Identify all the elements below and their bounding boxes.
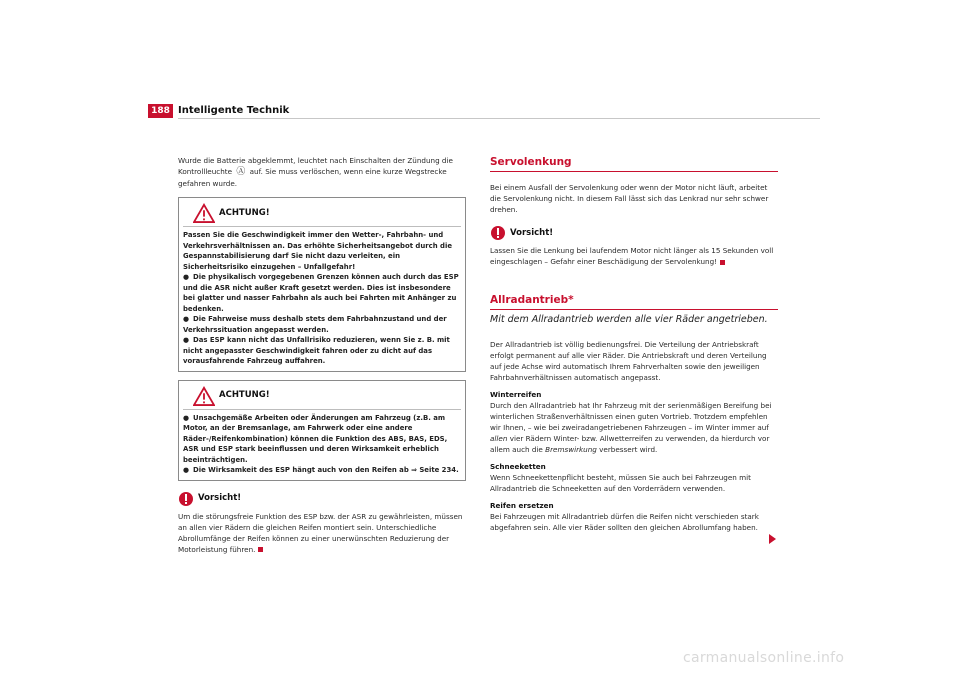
warning-item-text: Die Fahrweise muss deshalb stets dem Fahrbahnzustand und der Verkehrssituation angepasst werden. (183, 315, 447, 334)
warning-title-2: ACHTUNG! (219, 390, 270, 400)
warning-lead-1: Passen Sie die Geschwindigkeit immer den Wetter-, Fahrbahn- und Verkehrsverhältnissen an. Das erhöhte Sicherheitsangebot durch die Gespannstabilisierung darf Sie nicht dazu verleiten, ein Sicherheitsrisiko einzugehen – Unfallgefahr! (183, 231, 452, 271)
chain-text: Wenn Schneekettenpflicht besteht, müssen Sie auch bei Fahrzeugen mit Allradantrieb die Schneeketten auf den Vorderrädern verwenden. (490, 473, 751, 493)
right-column (490, 155, 778, 533)
section-rule (490, 171, 778, 172)
intro-line-2a: Kontrollleuchte (178, 167, 233, 176)
warning-box-1 (178, 197, 466, 372)
warning-rule-2 (183, 409, 461, 410)
note-header (490, 221, 778, 245)
warning-item (183, 335, 461, 367)
section-subtitle: Mit dem Allradantrieb werden alle vier Räder angetrieben. (490, 314, 768, 325)
warning-item-text: Unsachgemäße Arbeiten oder Änderungen am Fahrzeug (z.B. am Motor, an der Bremsanlage, am Fahrwerk oder eine andere Räder-/Reifenkombination) können die Funktion des ABS, BAS, EDS, ASR und ESP stark beeinflussen und deren Wirksamkeit erheblich beeinträchtigen. (183, 413, 448, 464)
warning-item (183, 413, 461, 466)
replace-text: Bei Fahrzeugen mit Allradantrieb dürfen die Reifen nicht verschieden stark abgefahren sein. Alle vier Räder sollten den gleichen Abrollumfang haben. (490, 512, 759, 532)
note-header (178, 487, 466, 511)
winter-text-c: verbessert wird. (599, 445, 658, 454)
warning-rule-1 (183, 226, 461, 227)
watermark: carmanualsonline.info (683, 650, 845, 666)
sub-heading-winterreifen: Winterreifen (490, 390, 542, 399)
winter-text-a: Durch den Allradantrieb hat Ihr Fahrzeug mit der serienmäßigen Bereifung bei winterlichen Straßenverhältnissen einen guten Vortrieb. Trotzdem empfehlen wir Ihnen, – wie bei zweiradangetriebenen Fahrzeugen – im Winter immer auf (490, 401, 772, 432)
warning-lamp-icon: Ⓐ (236, 167, 246, 177)
winter-text-b: vier Rädern Winter- bzw. Allwetterreifen zu verwenden, da hierdurch vor allem auch die (490, 434, 770, 454)
intro-paragraph (178, 155, 466, 189)
intro-line-1: Wurde die Batterie abgeklemmt, leuchtet nach Einschalten der Zündung die (178, 156, 453, 165)
warning-item (183, 465, 461, 476)
note-title: Vorsicht! (510, 227, 554, 238)
note-body: Um die störungsfreie Funktion des ESP bzw. der ASR zu gewährleisten, müssen an allen vier Rädern die gleichen Reifen montiert sein. Unterschiedliche Abrollumfänge der Reifen können zu einer unerwünschten Reduzierung der Motorleistung führen. (178, 511, 463, 554)
servolenkung-text: Bei einem Ausfall der Servolenkung oder wenn der Motor nicht läuft, arbeitet die Servolenkung nicht. In diesem Fall lässt sich das Lenkrad nur sehr schwer drehen. (490, 183, 769, 214)
note-text (178, 511, 466, 555)
bullet-icon: ● (183, 315, 190, 323)
intro-line-3: gefahren wurde. (178, 179, 238, 188)
warning-title-1: ACHTUNG! (219, 207, 270, 218)
section-end-icon (258, 547, 263, 552)
bullet-icon: ● (183, 466, 190, 474)
note-title: Vorsicht! (198, 493, 242, 503)
warning-triangle-icon (193, 203, 215, 223)
running-head: Intelligente Technik (178, 105, 290, 116)
page-number: 188 (148, 104, 173, 118)
winter-emphasis-1: allen (490, 434, 508, 443)
winter-emphasis-2: Bremswirkung (545, 445, 597, 454)
caution-icon (178, 491, 194, 507)
bullet-icon: ● (183, 336, 190, 344)
header-rule (178, 118, 820, 119)
intro-line-2b: auf. Sie muss verlöschen, wenn eine kurze Wegstrecke (249, 167, 447, 176)
next-page-arrow-icon (769, 534, 776, 544)
servolenkung-note-body: Lassen Sie die Lenkung bei laufendem Motor nicht länger als 15 Sekunden voll eingeschlagen – Gefahr einer Beschädigung der Servolenkung! (490, 246, 774, 266)
warning-header-1 (183, 200, 461, 226)
bullet-icon: ● (183, 273, 190, 281)
warning-triangle-icon (193, 386, 215, 406)
servolenkung-note (490, 245, 778, 267)
section-title-servolenkung: Servolenkung (490, 156, 572, 168)
section-end-icon (720, 260, 725, 265)
section-title-allradantrieb: Allradantrieb* (490, 294, 574, 306)
winter-text (490, 400, 778, 455)
warning-item-text: Die Wirksamkeit des ESP hängt auch von den Reifen ab ⇒ Seite 234. (193, 466, 459, 474)
caution-icon (490, 225, 506, 241)
warning-item (183, 272, 461, 314)
warning-item-text: Die physikalisch vorgegebenen Grenzen können auch durch das ESP und die ASR nicht außer Kraft gesetzt werden. Dies ist insbesondere bei glatter und nasser Fahrbahn als auch bei Fahrten mit Anhänger zu bedenken. (183, 273, 459, 313)
sub-heading-schneeketten: Schneeketten (490, 462, 546, 471)
warning-header-2 (183, 383, 461, 409)
allrad-intro: Der Allradantrieb ist völlig bedienungsfrei. Die Verteilung der Antriebskraft erfolgt permanent auf alle vier Räder. Die Antriebskraft und deren Verteilung auf jede Achse wird automatisch Ihrem Fahrverhalten sowie den jeweiligen Fahrbahnverhältnissen automatisch angepasst. (490, 340, 767, 382)
sub-heading-reifen-ersetzen: Reifen ersetzen (490, 501, 554, 510)
warning-item-text: Das ESP kann nicht das Unfallrisiko reduzieren, wenn Sie z. B. mit nicht angepasster Geschwindigkeit fahren oder zu dicht auf das vorausfahrende Fahrzeug auffahren. (183, 336, 450, 365)
section-rule (490, 309, 778, 310)
warning-item (183, 314, 461, 335)
bullet-icon: ● (183, 413, 190, 422)
left-column (178, 155, 466, 555)
warning-box-2 (178, 380, 466, 481)
